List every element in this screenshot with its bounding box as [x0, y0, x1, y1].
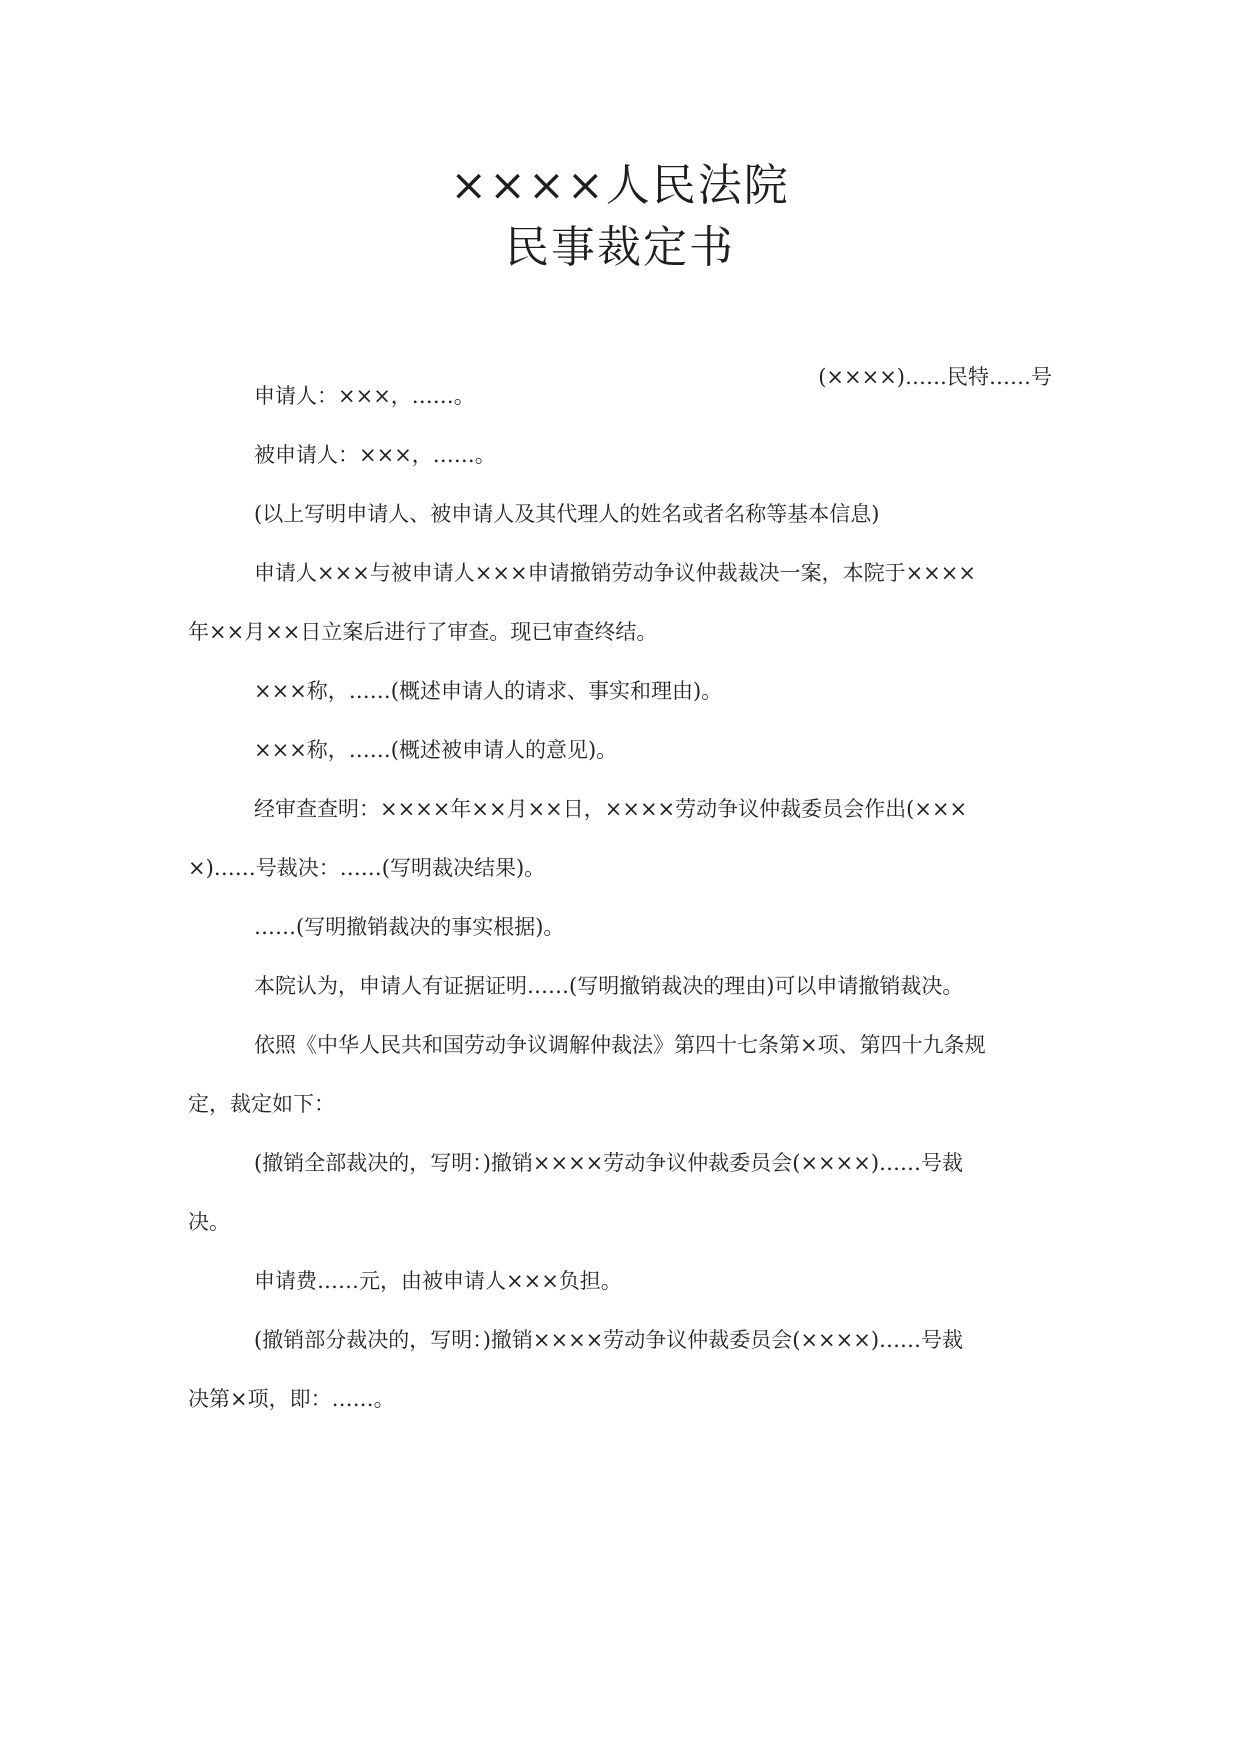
paragraph-findings-line2: ×)……号裁决：……(写明裁决结果)。 [188, 856, 546, 880]
paragraph-revoke-all-line2: 决。 [188, 1210, 230, 1234]
case-number: (××××)……民特……号 [818, 365, 1052, 389]
paragraph-parties-note: (以上写明申请人、被申请人及其代理人的姓名或者名称等基本信息) [254, 502, 880, 526]
paragraph-application-fee: 申请费……元，由被申请人×××负担。 [254, 1269, 622, 1293]
paragraph-findings-line1: 经审查查明：××××年××月××日，××××劳动争议仲裁委员会作出(××× [254, 797, 968, 821]
paragraph-revoke-partial-line2: 决第×项，即：……。 [188, 1387, 395, 1411]
paragraph-applicant: 申请人：×××，……。 [254, 384, 475, 408]
paragraph-legal-basis-line2: 定，裁定如下： [188, 1092, 335, 1116]
paragraph-applicant-claim: ×××称，……(概述申请人的请求、事实和理由)。 [254, 679, 723, 703]
paragraph-fact-basis: ……(写明撤销裁决的事实根据)。 [254, 915, 565, 939]
paragraph-revoke-all-line1: (撤销全部裁决的，写明：)撤销××××劳动争议仲裁委员会(××××)……号裁 [254, 1151, 964, 1175]
paragraph-court-opinion: 本院认为，申请人有证据证明……(写明撤销裁决的理由)可以申请撤销裁决。 [254, 974, 964, 998]
paragraph-respondent-opinion: ×××称，……(概述被申请人的意见)。 [254, 738, 618, 762]
paragraph-revoke-partial-line1: (撤销部分裁决的，写明：)撤销××××劳动争议仲裁委员会(××××)……号裁 [254, 1328, 964, 1352]
paragraph-case-intro-line2: 年××月××日立案后进行了审查。现已审查终结。 [188, 620, 658, 644]
court-name-title: ××××人民法院 [450, 160, 790, 211]
paragraph-case-intro-line1: 申请人×××与被申请人×××申请撤销劳动争议仲裁裁决一案，本院于×××× [254, 561, 976, 585]
paragraph-legal-basis-line1: 依照《中华人民共和国劳动争议调解仲裁法》第四十七条第×项、第四十九条规 [254, 1033, 986, 1057]
paragraph-respondent: 被申请人：×××，……。 [254, 443, 496, 467]
document-type-title: 民事裁定书 [505, 222, 735, 273]
